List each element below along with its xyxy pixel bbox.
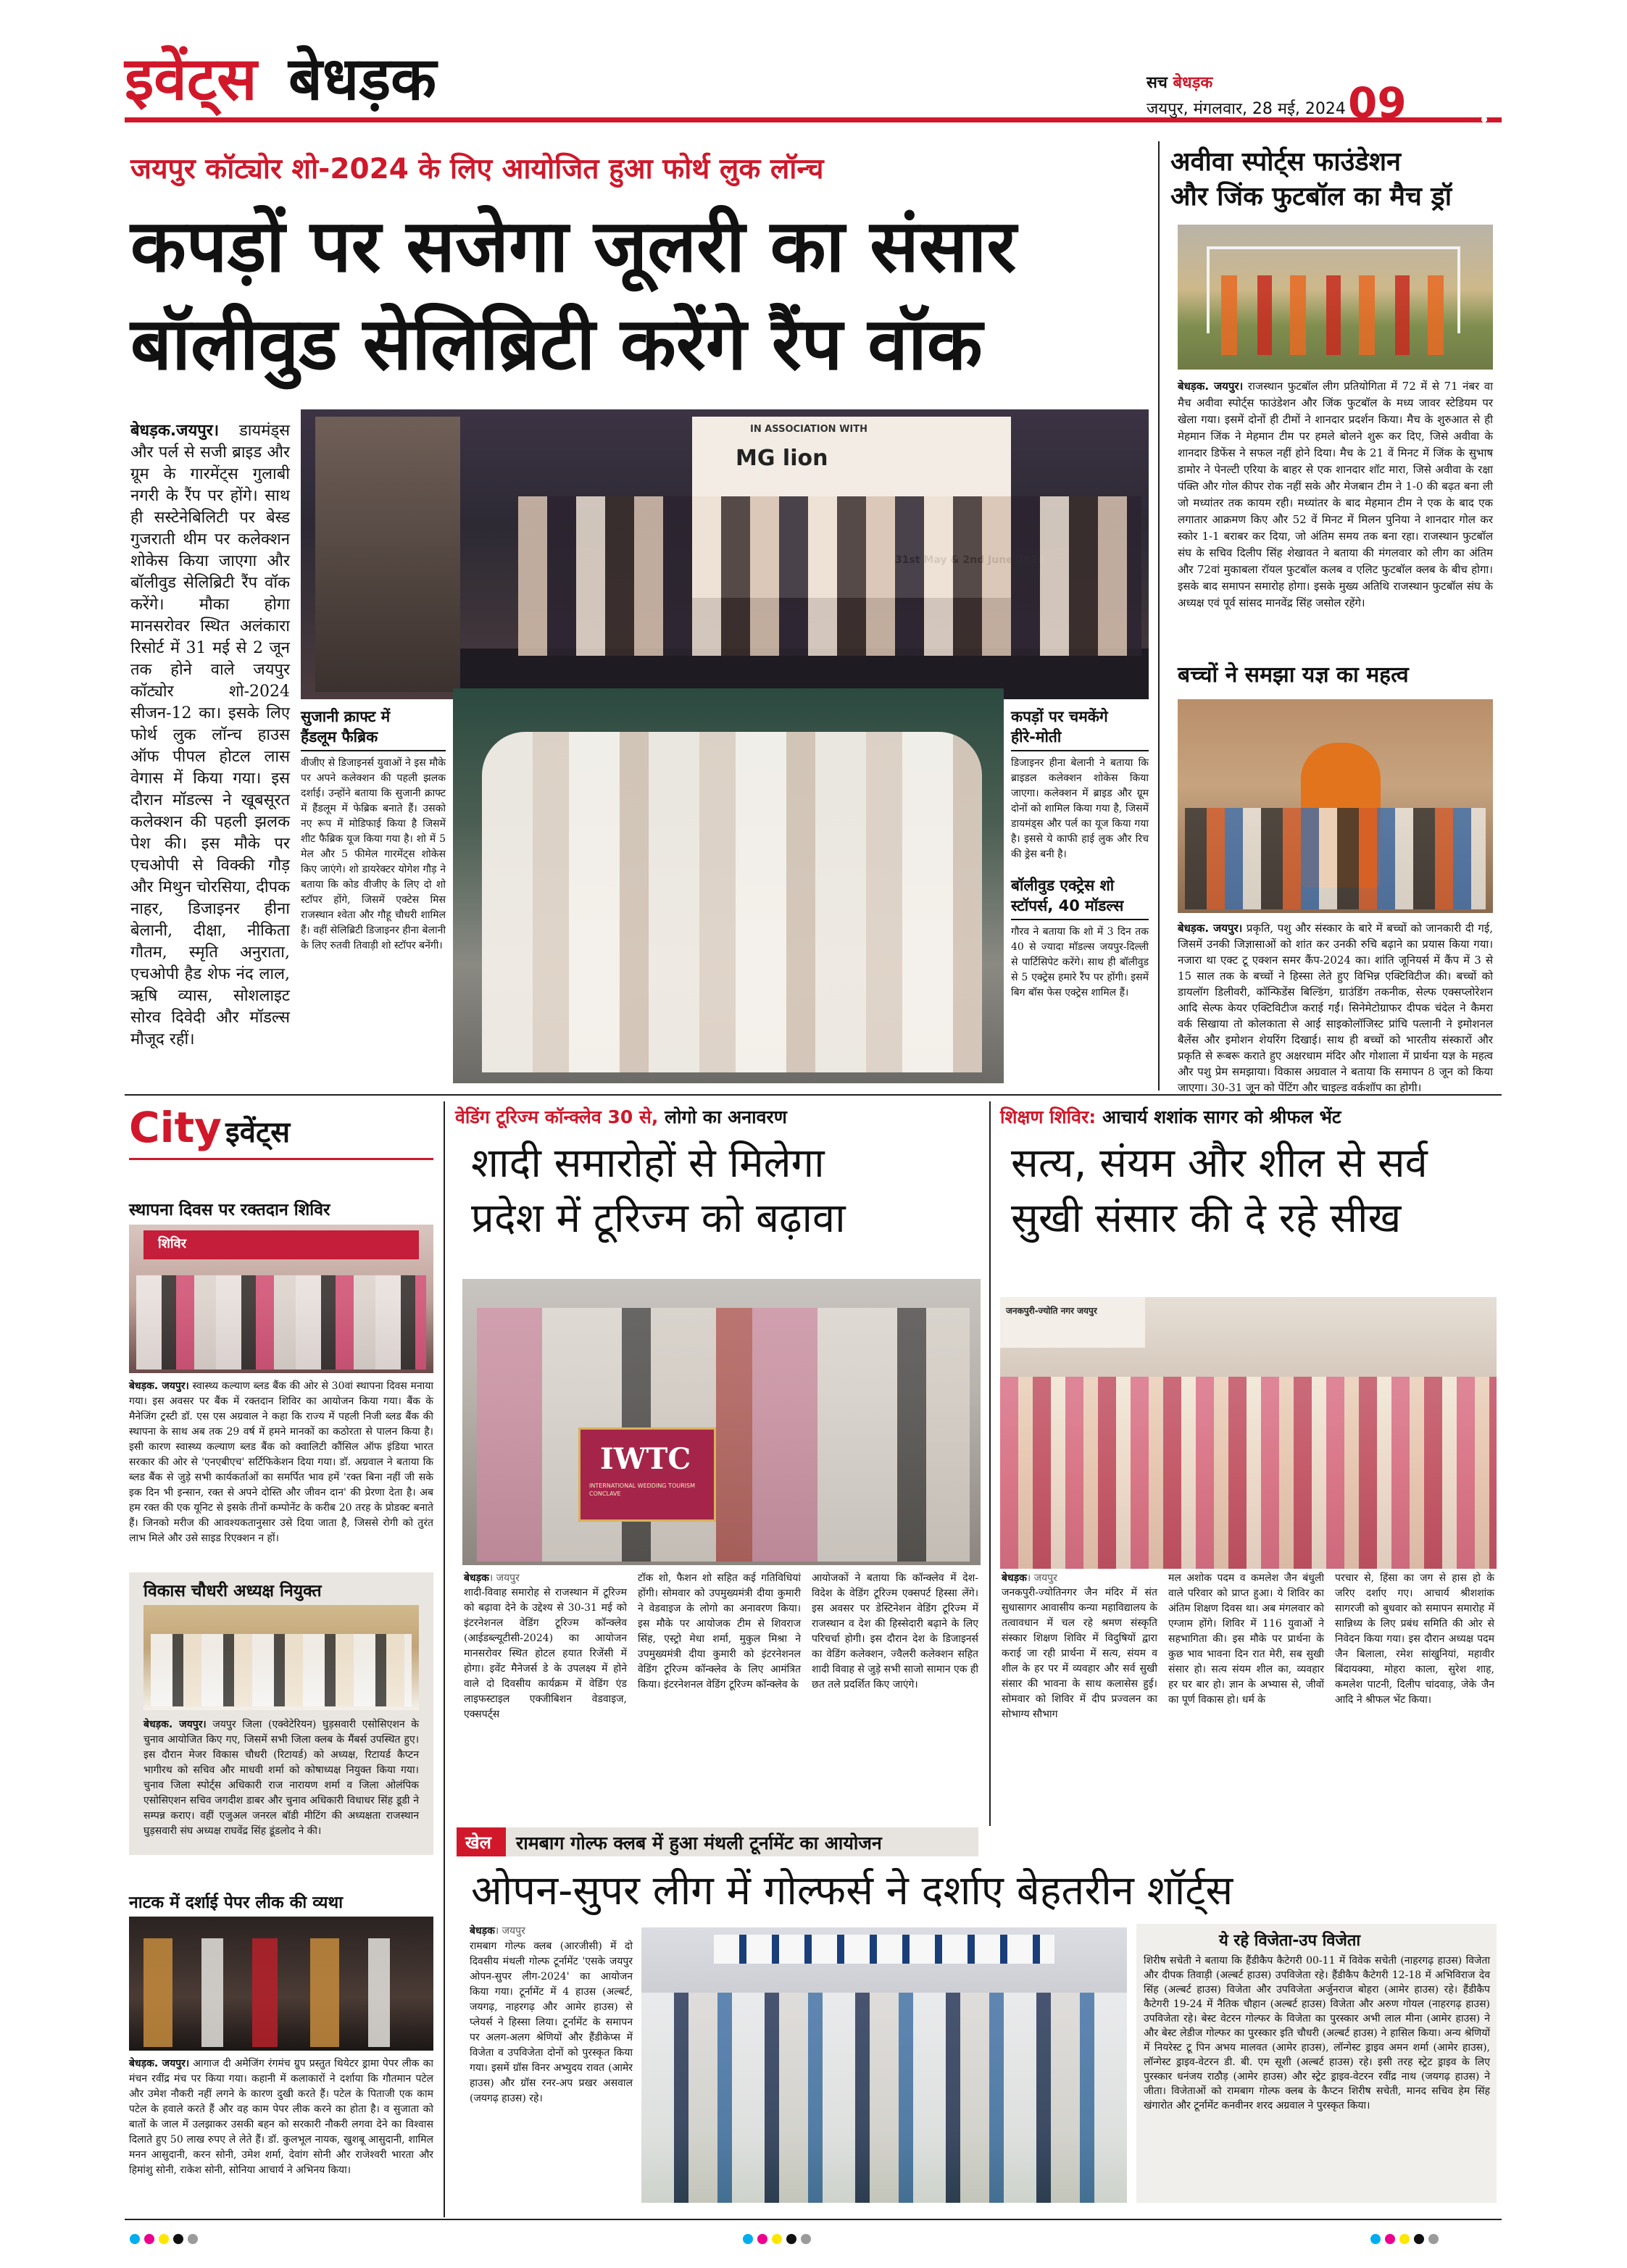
city-header-rule	[129, 1158, 433, 1160]
dot-grey	[188, 2234, 198, 2244]
golf-kicker: रामबाग गोल्फ क्लब में हुआ मंथली टूर्नामेंट का आयोजन	[516, 1833, 882, 1854]
wedding-people	[477, 1308, 970, 1562]
blood-body: स्वास्थ्य कल्याण ब्लड बैंक की ओर से 30वां स्थापना दिवस मनाया गया। इस अवसर पर बैंक में रक्तदान शिविर का आयोजन किया गया। बैंक के मैनेजिंग ट्रस्टी डॉ. एस एस अग्रवाल ने कहा कि राज्य में पहली निजी ब्लड बैंक की स्थापना के साथ अब तक 29 वर्ष में हमने मानकों का कठोरता से पालन किया है। इसी कारण स्वास्थ्य कल्याण ब्लड बैंक को क्वालिटी कौंसिल ऑफ इंडिया भारत सरकार की ओर से 'एनएबीएच' सर्टिफिकेशन दिया गया। डॉ. अग्रवाल ने बताया कि ब्लड बैंक से जुड़े सभी कार्यकर्ताओं का समर्पित भाव हमें 'रक्त बिना नहीं जी सके इक दिन भी इन्सान, रक्त से अपने दोस्ति और जीवन दान' की प्रेरणा देता है। अब हम रक्त की एक यूनिट से इसके तीनों कम्पोनेंट के करीब 20 तरह के प्रोडक्ट बनाते हैं। जिनको मरीज की आवश्यकतानुसार उसे दिया जाता है, जिससे रोगी को तुरंत लाभ मिले और उसे साइड रिएक्शन न हों।	[129, 1380, 433, 1544]
shikshan-byline-name: बेधड़क	[1002, 1572, 1027, 1584]
lead-kicker: जयपुर कॉट्योर शो-2024 के लिए आयोजित हुआ फोर्थ लुक लॉन्च	[130, 153, 824, 185]
yagya-byline: बेधड़क. जयपुर।	[1178, 922, 1243, 935]
vikas-article	[143, 1717, 419, 1839]
lead-headline-1: कपड़ों पर सजेगा जूलरी का संसार	[130, 204, 1017, 288]
dot-grey	[1428, 2234, 1439, 2244]
wedding-byline-name: बेधड़क	[464, 1572, 489, 1584]
golf-headline: ओपन-सुपर लीग में गोल्फर्स ने दर्शाए बेहतरीन शॉर्ट्स	[471, 1867, 1233, 1914]
aviva-headline-2: और जिंक फुटबॉल का मैच ड्रॉ	[1170, 182, 1452, 212]
winners-headline: ये रहे विजेता-उप विजेता	[1219, 1932, 1361, 1950]
blood-byline: बेधड़क. जयपुर।	[129, 1380, 189, 1392]
shikshan-col-1: जनकपुरी-ज्योतिनगर जैन मंदिर में संत सुधासागर आवासीय कन्या महाविद्यालय के तत्वावधान में चल रहे श्रमण संस्कृति संस्कार शिक्षण शिविर में विदुषियों द्वारा कराई जा रही प्रार्थना में सत्य, संयम व शील के हर पर में व्यवहार और सर्व सुखी संसार की भावना के साथ कलासेस हुई। सोमवार को शिविर में दीप प्रज्वलन का सोभाग्य सौभाग	[1002, 1587, 1157, 1720]
column-rule-middle	[989, 1101, 991, 1826]
dot-magenta	[144, 2234, 154, 2244]
golf-photo	[641, 1927, 1127, 2203]
yagya-body: प्रकृति, पशु और संस्कार के बारे में बच्चों को जानकारी दी गई, जिसमें उनकी जिज्ञासाओं को शांत कर उनकी रुचि बढ़ाने का प्रयास किया गया। नजारा था एक्ट टू एक्शन समर कैंप-2024 का। शांति जूनियर्स में कैंप में 3 से 15 साल तक के बच्चों ने हिस्सा लेते हुए विभिन्न एक्टिविटीज की। बच्चों को डायलॉग डिलीवरी, कॉन्फिडेंस बिल्डिंग, ग्राउंडिंग तकनीक, सेल्फ एक्सप्लोरेशन आदि सेल्फ केयर एक्टिविटीज कराई गईं। सिनेमेटोग्राफर दीपक चंदेल ने कैमरा वर्क सिखाया तो कोलकाता से आई साइकोलॉजिस्ट प्रांचि पत्लानी ने इमोशनल बैलेंस और इमोशन शेयरिंग दिखाई। साथ ही बच्चों को भारतीय संस्कारों और प्रकृति से रूबरू कराते हुए अक्षरधाम मंदिर और गोशाला में प्रार्थना यज्ञ के महत्व और पशु प्रेम समझाया। विकास अग्रवाल ने बताया कि समापन 8 जून को किया जाएगा। 30-31 जून को पेंटिंग और चाइल्ड वर्कशॉप का होगी।	[1178, 922, 1493, 1094]
registration-dots-left	[128, 2233, 200, 2247]
registration-dots-right	[1368, 2233, 1441, 2247]
lead-body-column	[130, 420, 290, 1051]
city-word: City	[129, 1103, 222, 1152]
wedding-kicker	[455, 1104, 787, 1129]
lead-byline: बेधड़क.जयपुर।	[130, 422, 220, 440]
dot-black	[786, 2234, 796, 2244]
column-rule-left	[444, 1101, 445, 2217]
wedding-kicker-red: वेडिंग टूरिज्म कॉन्क्लेव 30 से,	[455, 1106, 659, 1127]
photo-backdrop-text: IN ASSOCIATION WITH	[750, 424, 868, 435]
wedding-col-1: शादी-विवाह समारोह से राजस्थान में टूरिज्म को बढ़ावा देने के उद्देश्य से 30-31 मई को इंटरनेशनल वेडिंग टूरिज्म कॉन्क्लेव (आईडब्ल्यूटीसी-2024) का आयोजन मानसरोवर स्थित होटल हयात रिजेंसी में होगा। इवेंट मैनेजर्स डे के उपलक्ष्य में होने वाले दो दिवसीय कार्यक्रम में वेडिंग एंड लाइफस्टाइल एक्जीबिशन वेडवाइज, एक्सपर्ट्स	[464, 1587, 627, 1720]
side-bollywood-head-2: स्टॉपर्स, 40 मॉडल्स	[1011, 896, 1149, 920]
dot-magenta	[1385, 2234, 1395, 2244]
side-sujani	[301, 706, 446, 954]
aviva-headline-1: अवीवा स्पोर्ट्स फाउंडेशन	[1170, 147, 1402, 177]
side-heere-head-1: कपड़ों पर चमकेंगे	[1011, 708, 1108, 725]
city-header	[129, 1103, 290, 1152]
dot-black	[1414, 2234, 1424, 2244]
vikas-group	[151, 1634, 412, 1706]
shikshan-kicker-red: शिक्षण शिविर:	[1000, 1106, 1097, 1127]
blood-photo	[129, 1225, 433, 1373]
aviva-photo-football	[1178, 225, 1493, 370]
blood-article	[129, 1379, 433, 1546]
aviva-body: राजस्थान फुटबॉल लीग प्रतियोगिता में 72 में से 71 नंबर वा मैच अवीवा स्पोर्ट्स फाउंडेशन और जिंक फुटबॉल के मध्य जावर स्टेडियम पर खेला गया। इसमें दोनों ही टीमों ने शानदार प्रदर्शन किया। मैच के शुरुआत से ही मेहमान जिंक ने मेहमान टीम पर हमले बोलने शुरू कर दिए, जिसे अवीवा के शानदार डिफेंस ने सफल नहीं होने दिया। मैच के 21 वें मिनट में जिंक के सुभाष डामोर ने पेनल्टी एरिया के बाहर से एक शानदार शॉट मारा, जिसे अवीवा के रक्षा पंक्ति और गोल कीपर रोक नहीं सके और मेजबान टीम ने 1-0 की बढ़त बना ली जो मध्यांतर तक कायम रही। मध्यांतर के बाद मेहमान टीम ने एक के बाद एक लगातार आक्रमण किए और 52 वें मिनट में मिलन पुनिया ने शानदार गोल कर स्कोर 1-1 बराबर कर दिया, जो अंतिम समय तक बना रहा। राजस्थान फुटबॉल संघ के सचिव दिलीप सिंह शेखावत ने बताया की मंगलवार को लीग का अंतिम और 72वां मुकाबला रॉयल फुटबॉल कलब व एलिट फुटबॉल क्लब के बीच होगा। इसके बाद समापन समारोह होगा। इसके मुख्य अतिथि राजस्थान फुटबॉल संघ के अध्यक्ष एवं पूर्व सांसद मानवेंद्र सिंह जसोल रहेंगे।	[1178, 380, 1493, 609]
page-number: 09	[1348, 78, 1407, 128]
masthead-dateline: जयपुर, मंगलवार, 28 मई, 2024	[1147, 100, 1346, 118]
masthead	[0, 0, 1627, 134]
side-sujani-head-1: सुजानी क्राफ्ट में	[301, 708, 391, 725]
vikas-photo	[143, 1605, 419, 1710]
golf-banner-strip	[714, 1935, 1054, 1964]
blood-donors	[136, 1275, 426, 1369]
dot-grey	[801, 2234, 811, 2244]
vikas-byline: बेधड़क. जयपुर।	[143, 1719, 207, 1730]
dot-yellow	[772, 2234, 782, 2244]
side-bollywood-head-1: बॉलीवुड एक्ट्रेस शो	[1011, 877, 1115, 894]
yagya-headline: बच्चों ने समझा यज्ञ का महत्व	[1178, 662, 1409, 688]
natak-photo	[129, 1917, 433, 2051]
masthead-events: इवेंट्स	[125, 45, 257, 114]
shikshan-headline-1: सत्य, संयम और शील से सर्व	[1011, 1140, 1428, 1187]
lead-headline-2: बॉलीवुड सेलिब्रिटी करेंगे रैंप वॉक	[130, 301, 983, 386]
lead-body: डायमंड्स और पर्ल से सजी ब्राइड और ग्रूम के गारमेंट्स गुलाबी नगरी के रैंप पर होंगे। साथ ही सस्टेनेबिलिटी पर बेस्ड गुजराती थीम पर कलेक्शन शोकेस किया जाएगा और बॉलीवुड सेलिब्रिटी रैंप वॉक करेंगे। मौका होगा मानसरोवर स्थित अलंकारा रिसोर्ट में 31 मई से 2 जून तक होने वाले जयपुर कॉट्योर शो-2024 सीजन-12 का। इसके लिए फोर्थ लुक लॉन्च हाउस ऑफ पीपल होटल लास वेगास में किया गया। इस दौरान मॉडल्स ने खूबसूरत कलेक्शन की पहली झलक पेश की। इस मौके पर एचओपी से विक्की गौड़ और मिथुन चोरसिया, दीपक नाहर, डिजाइनर हीना बेलानी, दीक्षा, नीकिता गौतम, स्मृति अनुराता, एचओपी हैड शेफ नंद लाल, ऋषि व्यास, सोशलाइट सोरव दिवेदी और मॉडल्स मौजूद रहीं।	[130, 422, 290, 1048]
side-heere-body: डिजाइनर हीना बेलानी ने बताया कि ब्राइडल कलेक्शन शोकेस किया जाएगा। कलेक्शन में ब्राइड और ग्रूम दोनों को शामिल किया गया है, जिसमें डायमंड्स और पर्ल का यूज किया गया है। इससे ये काफी हाई लुक और रिच की ड्रेस बनी है।	[1011, 757, 1149, 860]
aviva-article	[1178, 378, 1493, 612]
side-bollywood-body: गौरव ने बताया कि शो में 3 दिन तक 40 से ज्यादा मॉडल्स जयपुर-दिल्ली से पार्टिसिपेट करेंगे। साथ ही बॉलीवुड से 5 एक्ट्रेस हमारे रैंप पर होंगी। इसमें बिग बॉस फेस एक्ट्रेस शामिल हैं।	[1011, 926, 1149, 998]
shikshan-byline-loc: । जयपुर	[1026, 1572, 1057, 1584]
models-group	[482, 732, 982, 1072]
dot-black	[173, 2234, 183, 2244]
shikshan-crowd	[1000, 1377, 1497, 1569]
shikshan-col-2: मल अशोक पदम व कमलेश जैन बंधुली वाले परिवार को प्राप्त हुआ। ये शिविर का अंतिम शिक्षण दिवस था। अब मंगलवार को एग्जाम होंगे। शिविर में 116 युवाओं ने सहभागिता की। इस मौके पर प्रार्थना के कुछ भाव भावना दिन रात मेरी, सब सुखी संसार हो। सत्य संयम शील का, व्यवहार हर घर बार हो। ज्ञान के अभ्यास से, जीवों का पूर्ण विकास हो। धर्म के	[1168, 1572, 1324, 1706]
blood-banner-text: शिविर	[158, 1236, 186, 1251]
vikas-body: जयपुर जिला (एक्वेटेरियन) घुड़सवारी एसोसिएशन के चुनाव आयोजित किए गए, जिसमें सभी जिला क्लब के मैंबर्स उपस्थित हुए। इस दौरान मेजर विकास चौधरी (रिटायर्ड) को अध्यक्ष, रिटायर्ड कैप्टन भागीरथ को सचिव और माधवी शर्मा को कोषाध्यक्ष नियुक्त किया गया। चुनाव जिला स्पोर्ट्स अधिकारी राज नारायण शर्मा व जिला ओलंपिक एसोसिएशन सचिव जगदीश डाबर और चुनाव अधिकारी विधाधर सिंह डूडी ने सम्पन्न कराए। वहीं एजुअल जनरल बॉडी मीटिंग की अध्यक्षता राजस्थान घुड़सवारी संघ अध्यक्ष राघवेंद्र सिंह डूंडलोद ने की।	[143, 1719, 420, 1837]
children-group	[1185, 808, 1486, 909]
shikshan-byline	[1002, 1571, 1057, 1585]
lead-photo-press-meet	[301, 409, 1149, 699]
masthead-bedhadak: बेधड़क	[288, 45, 437, 114]
shikshan-kicker-black: आचार्य शशांक सागर को श्रीफल भेंट	[1102, 1106, 1341, 1127]
blood-headline: स्थापना दिवस पर रक्तदान शिविर	[129, 1201, 330, 1220]
golf-tag: खेल	[465, 1833, 491, 1853]
footer-rule	[125, 2219, 1502, 2220]
natak-article	[129, 2056, 433, 2178]
masthead-sach-bedhadak: बेधड़क	[1173, 74, 1213, 92]
golf-article: रामबाग गोल्फ क्लब (आरजीसी) में दो दिवसीय मंथली गोल्फ टूर्नामेंट 'एसके जयपुर ओपन-सुपर लीग-2024' का आयोजन किया गया। टूर्नामेंट में 4 हाउस (अल्बर्ट, जयगढ़, नाहरगढ़ और आमेर हाउस) से प्लेयर्स ने हिस्सा लिया। टूर्नामेंट के समापन पर अलग-अलग श्रेणियों और हैंडीकेप्स में विजेता व उपविजेता दोनों को पुरस्कृत किया गया। इसमें ग्रॉस विनर अभ्युदय रावत (आमेर हाउस) और ग्रॉस रनर-अप प्रखर असवाल (जयगढ़ हाउस) रहे।	[470, 1940, 633, 2104]
wedding-col-3: आयोजकों ने बताया कि कॉन्क्लेव में देश-विदेश के वेडिंग टूरिज्म एक्सपर्ट हिस्सा लेंगे। इस अवसर पर डेस्टिनेशन वेडिंग टूरिज्म में राजस्थान व देश की हिस्सेदारी बढ़ाने के लिए परिचर्चा होगी। इस दौरान देश के डिजाइनर्स का वेडिंग कलेक्शन, ज्वैलरी कलेक्शन सहित शादी विवाह से जुड़े सभी साजो सामान एक ही छत तले प्रदर्शित किए जाएंगे।	[812, 1572, 978, 1690]
wedding-photo	[462, 1279, 981, 1565]
shikshan-col-3: परचार से, हिंसा का जग से हास हो के जरिए दर्शाए गए। आचार्य श्रीशशांक सागरजी को बुधवार को समापन समारोह में सान्निध्य के लिए प्रबंध समिति की ओर से निवेदन किया गया। इस दौरान अध्यक्ष पदम जैन बिलाला, रमेश सांखुनियां, महावीर बिंदायक्या, मोहरा काला, सुरेश शाह, कमलेश पाटनी, दिलीप चांदवाड़, जेके जैन आदि ने श्रीफल भेंट किया।	[1335, 1572, 1494, 1706]
natak-headline: नाटक में दर्शाई पेपर लीक की व्यथा	[129, 1893, 344, 1912]
city-events-word: इवेंट्स	[225, 1116, 291, 1149]
yagya-article	[1178, 920, 1493, 1096]
golf-byline-name: बेधड़क	[470, 1925, 495, 1937]
wedding-headline-2: प्रदेश में टूरिज्म को बढ़ावा	[471, 1195, 846, 1242]
natak-byline: बेधड़क. जयपुर।	[129, 2058, 190, 2069]
natak-actors	[143, 1938, 419, 2047]
side-sujani-head-2: हैंडलूम फैब्रिक	[301, 727, 446, 751]
shikshan-banner-text: जनकपुरी-ज्योति नगर जयपुर	[1006, 1306, 1097, 1316]
aviva-byline: बेधड़क. जयपुर।	[1178, 380, 1244, 393]
column-rule-right	[1158, 141, 1160, 1091]
golf-byline-loc: । जयपुर	[494, 1925, 525, 1937]
side-sujani-body: वीजीए से डिजाइनर्स युवाओं ने इस मौके पर अपने कलेक्शन की पहली झलक दर्शाई। उन्होंने बताया कि सुजानी क्राफ्ट में हैंडलूम में फेब्रिक बनाते हैं। उसको नए रूप में मोडिफाई किया है जिसमें शीट फैब्रिक यूज किया गया है। शो में 5 मेल और 5 फीमेल गारमेंट्स शोकेस किए जाएंगे। शो डायरेक्टर योगेश गौड़ ने बताया कि कोड वीजीए के लिए दो शो स्टॉपर होंगे, जिसमें एक्टेस मिस राजस्थान श्वेता और गौहू चौधरी शामिल हैं। वहीं सेलिब्रिटी डिजाइनर हीना बेलानी के लिए रुतवी तिवाड़ी शो स्टॉपर बनेंगी।	[301, 757, 446, 951]
winners-article: शिरीष सचेती ने बताया कि हैंडीकैप कैटेगरी 00-11 में विवेक सचेती (नाहरगढ़ हाउस) विजेता और दीपक तिवाड़ी (अल्बर्ट हाउस) उपविजेता रहे। हैंडीकैप कैटेगरी 12-18 में अभिविराज देव सिंह (अल्बर्ट हाउस) विजेता और उपविजेता अर्जुनराज बोहरा (आमेर हाउस) रहे। हैंडीकैप कैटेगरी 19-24 में नैतिक चौहान (अल्बर्ट हाउस) विजेता और अरुण गोयल (नाहरगढ़ हाउस) उपविजेता रहे। बेस्ट वेटरन गोल्फर के विजेता का पुरस्कार अभी लाल मीना (आमेर हाउस) ने और बेस्ट लेडीज गोल्फर का पुरस्कार इति चौधरी (अल्बर्ट हाउस) ने हासिल किया। अन्य श्रेणियों में नियरेस्ट टू पिन अभय मालवत (आमेर हाउस), लॉन्गेस्ट ड्राइव अमन शर्मा (आमेर हाउस), लॉन्गेस्ट ड्राइव-वेटरन डी. बी. एम सूशी (अल्बर्ट हाउस) रहे। इसी तरह स्ट्रेट ड्राइव के लिए पुरस्कार धनंजय राठौड़ (आमेर हाउस) और स्ट्रेट ड्राइव-वेटरन रवींद्र नाथ (जयगढ़ हाउस) ने जीता। विजेताओं को रामबाग गोल्फ क्लब के कैप्टन शिरीष सचेती, मानद सचिव हेम सिंह खंगारोत और टूर्नामेंट कनवीनर शरद अग्रवाल ने पुरस्कृत किया।	[1144, 1955, 1490, 2111]
iwtc-logo-sub: INTERNATIONAL WEDDING TOURISM CONCLAVE	[589, 1483, 695, 1497]
golf-byline	[470, 1924, 525, 1938]
photo-banner-panel	[315, 417, 460, 692]
photo-people-row	[518, 496, 1141, 656]
shikshan-kicker	[1000, 1104, 1341, 1129]
pen-nib-icon	[1420, 109, 1500, 130]
shikshan-photo	[1000, 1297, 1497, 1569]
shikshan-headline-2: सुखी संसार की दे रहे सीख	[1011, 1195, 1402, 1242]
masthead-sach-block	[1147, 71, 1212, 93]
photo-backdrop-logo: MG lion	[736, 446, 828, 471]
dot-cyan	[1370, 2234, 1381, 2244]
dot-yellow	[1399, 2234, 1410, 2244]
vikas-headline: विकास चौधरी अध्यक्ष नियुक्त	[143, 1582, 322, 1601]
masthead-sach: सच	[1147, 74, 1168, 92]
registration-dots-center	[741, 2233, 813, 2247]
yagya-photo	[1178, 699, 1493, 913]
natak-body: आगाज दी अमेजिंग रंगमंच ग्रुप प्रस्तुत थियेटर ड्रामा पेपर लीक का मंचन रवींद्र मंच पर किया गया। कहानी में कलाकारों ने दर्शाया कि गौतमान पटेल और उमेश नौकरी नहीं लगने के कारण दुखी करते हैं। पटेल के पिताजी एक काम पटेल के हवाले करते हैं और वह काम पेपर लीक करने का होता है। व सुजाता को बातों के जाल में उलझाकर उसकी बहन को सरकारी नौकरी लगवा देने का विश्वास दिलाते हुए 50 लाख रुपए ले लेते हैं। डॉ. कुलभूल नायक, खुशबू आसुदानी, शामिल मनन आसुदानी, करन सोनी, उमेश शर्मा, देवांग सोनी और राजेश्वरी भारता और हिमांशु सोनी, राकेश सोनी, सोनिया आचार्य ने अभिनय किया।	[129, 2058, 433, 2176]
dot-cyan	[130, 2234, 140, 2244]
iwtc-logo: IWTC	[600, 1442, 691, 1476]
side-heere	[1011, 706, 1149, 1001]
players	[1221, 275, 1460, 355]
side-heere-head-2: हीरे-मोती	[1011, 727, 1149, 751]
dot-magenta	[757, 2234, 767, 2244]
wedding-kicker-black: लोगो का अनावरण	[665, 1106, 787, 1127]
separator-mid	[125, 1094, 1502, 1096]
lead-photo-models	[453, 688, 1004, 1083]
wedding-headline-1: शादी समारोहों से मिलेगा	[471, 1140, 825, 1187]
golf-players	[641, 1993, 1127, 2203]
wedding-byline-loc: । जयपुर	[488, 1572, 520, 1584]
wedding-byline	[464, 1571, 520, 1585]
wedding-col-2: टॉक शो, फैशन शो सहित कई गतिविधियां होंगी। सोमवार को उपमुख्यमंत्री दीया कुमारी ने वेडवाइज के लोगो का अनावरण किया। इस मौके पर आयोजक टीम से शिवराज सिंह, एस्ट्रो मेधा शर्मा, मुकुल मिश्रा ने उपमुख्यमंत्री दीया कुमारी को इंटरनेशनल वेडिंग टूरिज्म कॉन्क्लेव के लिए आमंत्रित किया। इंटरनेशनल वेडिंग टूरिज्म कॉन्क्लेव के	[638, 1572, 801, 1690]
dot-cyan	[743, 2234, 753, 2244]
dot-yellow	[159, 2234, 169, 2244]
